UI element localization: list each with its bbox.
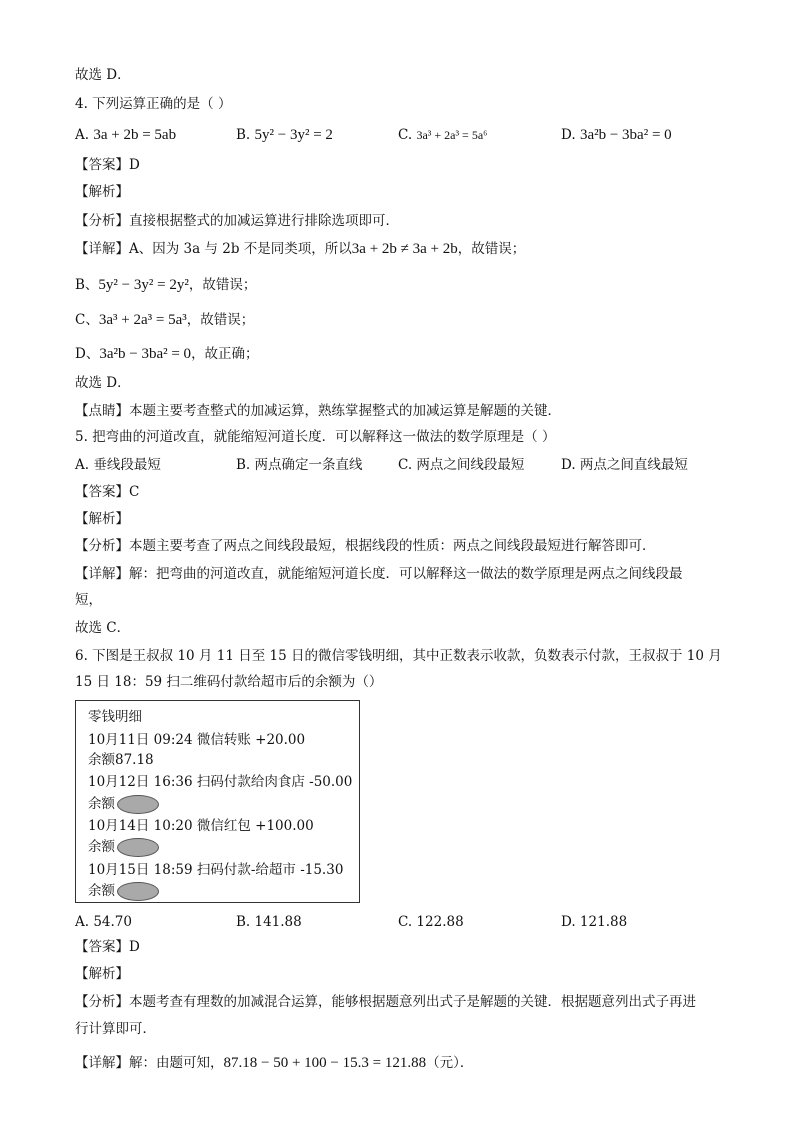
- q6-option-c: C. 122.88: [398, 914, 464, 930]
- wallet-balance-1: 余额87.18: [88, 752, 154, 768]
- q5-option-b: B. 两点确定一条直线: [236, 457, 363, 473]
- q4-option-c: C. 3a³ + 2a³ = 5a⁶: [398, 127, 488, 143]
- q4-conclusion: 故选 D．: [75, 375, 131, 391]
- q5-option-d: D. 两点之间直线最短: [561, 457, 688, 473]
- hidden-balance-oval: [117, 838, 159, 857]
- q5-answer: 【答案】C: [75, 484, 140, 500]
- wallet-record-4: 10月15日 18:59 扫码付款-给超市 -15.30: [88, 862, 344, 878]
- question-6-line1: 6. 下图是王叔叔 10 月 11 日至 15 日的微信零钱明细，其中正数表示收款，负数表示付款，王叔叔于 10 月: [75, 648, 722, 664]
- q4-detail-d: D、3a²b − 3ba² = 0，故正确；: [75, 346, 259, 362]
- wallet-detail-figure: [75, 700, 360, 903]
- hidden-balance-oval: [117, 882, 159, 901]
- q4-answer: 【答案】D: [75, 157, 140, 173]
- q6-option-b: B. 141.88: [236, 914, 302, 930]
- wallet-balance-2: 余额: [88, 795, 159, 814]
- q6-detail: 【详解】解：由题可知，87.18 − 50 + 100 − 15.3 = 121.88（元）．: [75, 1055, 474, 1071]
- q6-answer: 【答案】D: [75, 939, 140, 955]
- conclusion-line: 故选 D．: [75, 67, 131, 83]
- q5-option-c: C. 两点之间线段最短: [398, 457, 525, 473]
- q5-detail-line2: 短，: [75, 592, 102, 608]
- q4-comment: 【点睛】本题主要考查整式的加减运算，熟练掌握整式的加减运算是解题的关键．: [75, 403, 561, 419]
- q4-detail-a: 【详解】A、因为 3a 与 2b 不是同类项，所以3a + 2b ≠ 3a + 2b，故错误；: [75, 241, 526, 257]
- q6-analysis-heading: 【解析】: [75, 966, 129, 982]
- wallet-record-3: 10月14日 10:20 微信红包 +100.00: [88, 818, 314, 834]
- q4-analysis: 【分析】直接根据整式的加减运算进行排除选项即可．: [75, 213, 399, 229]
- q4-detail-c: C、3a³ + 2a³ = 5a³，故错误；: [75, 312, 255, 328]
- q5-option-a: A. 垂线段最短: [75, 457, 161, 473]
- q5-analysis-heading: 【解析】: [75, 511, 129, 527]
- question-5: 5. 把弯曲的河道改直，就能缩短河道长度．可以解释这一做法的数学原理是（ ）: [75, 429, 556, 445]
- q5-conclusion: 故选 C．: [75, 620, 131, 636]
- q6-option-d: D. 121.88: [561, 914, 628, 930]
- wallet-balance-4: 余额: [88, 882, 159, 901]
- wallet-balance-3: 余额: [88, 838, 159, 857]
- wallet-title: 零钱明细: [88, 709, 142, 725]
- question-4: 4. 下列运算正确的是（ ）: [75, 96, 232, 112]
- q5-analysis: 【分析】本题主要考查了两点之间线段最短，根据线段的性质：两点之间线段最短进行解答即可．: [75, 538, 656, 554]
- q6-analysis-line1: 【分析】本题考查有理数的加减混合运算，能够根据题意列出式子是解题的关键．根据题意列出式子再进: [75, 994, 696, 1010]
- q5-detail-line1: 【详解】解：把弯曲的河道改直，就能缩短河道长度．可以解释这一做法的数学原理是两点之间线段最: [75, 566, 683, 582]
- q6-option-a: A. 54.70: [75, 914, 132, 930]
- hidden-balance-oval: [117, 795, 159, 814]
- question-6-line2: 15 日 18：59 扫二维码付款给超市后的余额为（）: [75, 674, 383, 690]
- q6-analysis-line2: 行计算即可．: [75, 1021, 156, 1037]
- wallet-record-2: 10月12日 16:36 扫码付款给肉食店 -50.00: [88, 774, 353, 790]
- q4-option-a: A. 3a + 2b = 5ab: [75, 127, 177, 143]
- q4-option-b: B. 5y² − 3y² = 2: [236, 127, 333, 143]
- q4-detail-b: B、5y² − 3y² = 2y²，故错误；: [75, 277, 257, 293]
- q4-analysis-heading: 【解析】: [75, 184, 129, 200]
- q4-option-d: D. 3a²b − 3ba² = 0: [561, 127, 672, 143]
- wallet-record-1: 10月11日 09:24 微信转账 +20.00: [88, 732, 306, 748]
